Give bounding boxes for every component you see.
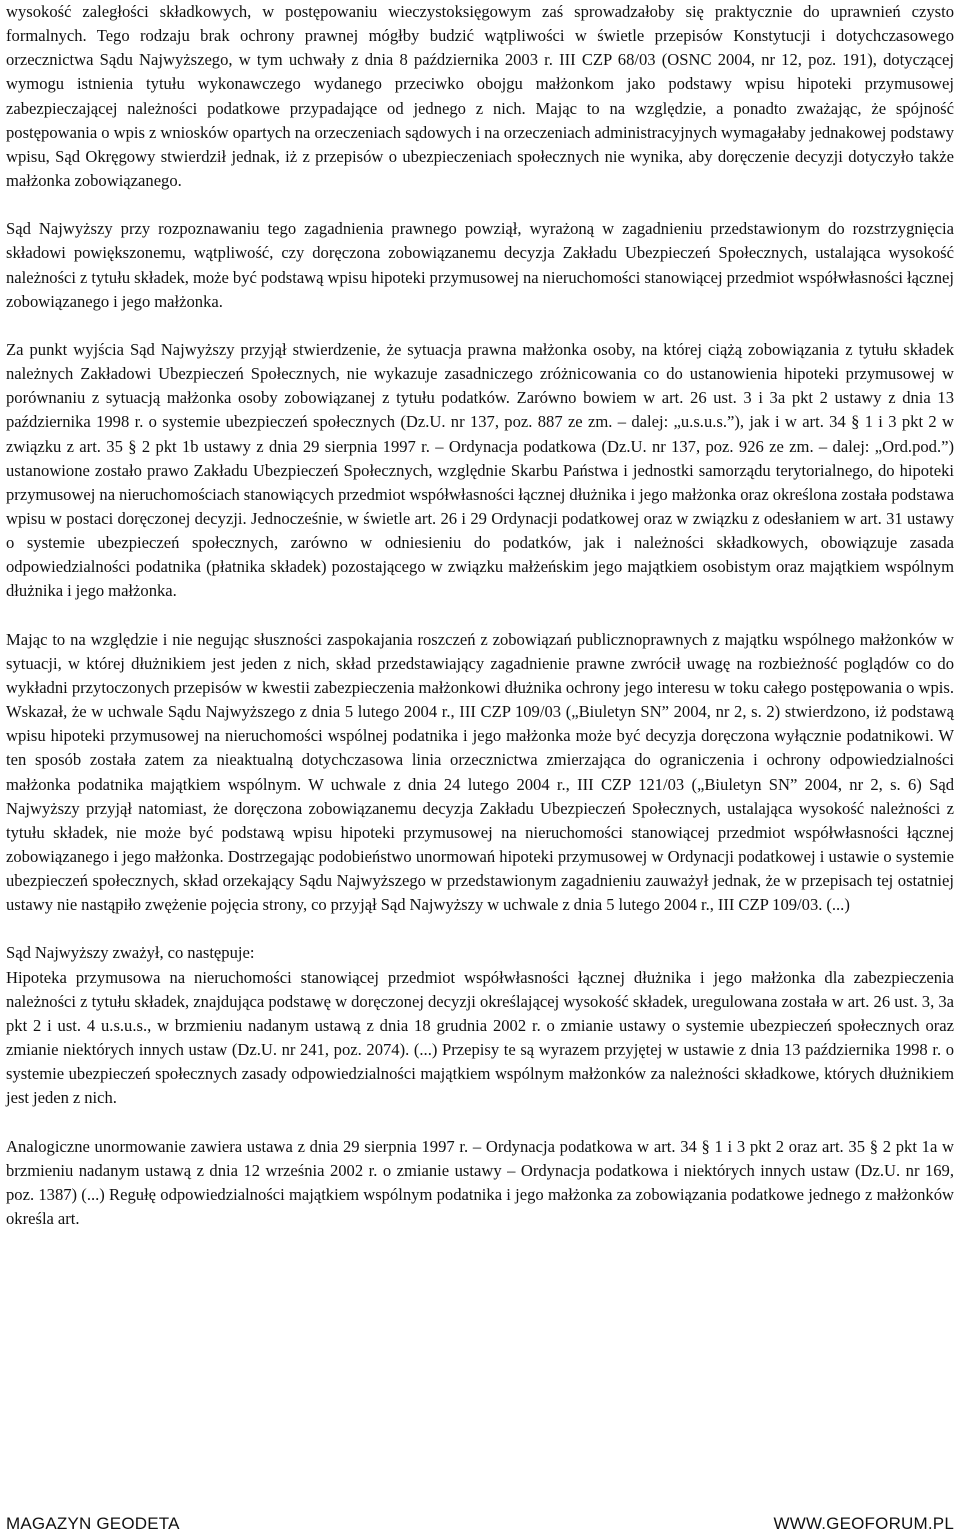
footer-website: WWW.GEOFORUM.PL — [773, 1514, 954, 1533]
paragraph-spacer — [6, 604, 954, 628]
paragraph-1: wysokość zaległości składkowych, w postępowaniu wieczystoksięgowym zaś sprowadzałoby się praktycznie do uprawnień czysto formalnych. Tego rodzaju brak ochrony prawnej mógłby budzić wątpliwości w świetle przepisów Konstytucji i dotychczasowego orzecznictwa Sądu Najwyższego, w tym uchwały z dnia 8 października 2003 r. III CZP 68/03 (OSNC 2004, nr 12, poz. 191), dotyczącej wymogu istnienia tytułu wykonawczego wydanego przeciwko obojgu małżonkom jako podstawy wpisu hipoteki przymusowej zabezpieczającej należności podatkowe przypadające od jednego z nich. Mając to na względzie, a ponadto zważając, że spójność postępowania o wpis z wniosków opartych na orzeczeniach sądowych i na orzeczeniach administracyjnych wymagałaby jednakowej podstawy wpisu, Sąd Okręgowy stwierdził jednak, iż z przepisów o ubezpieczeniach społecznych nie wynika, aby doręczenie decyzji dotyczyło także małżonka zobowiązanego. — [6, 2, 954, 191]
paragraph-5: Hipoteka przymusowa na nieruchomości stanowiącej przedmiot współwłasności łącznej dłużnika i jego małżonka dla zabezpieczenia należności z tytułu składek, znajdująca podstawę w doręczonej decyzji określającej wysokość składek, uregulowana została w art. 26 ust. 3, 3a pkt 2 i ust. 4 u.s.u.s., w brzmieniu nadanym ustawą z dnia 18 grudnia 2002 r. o zmianie ustawy o systemie ubezpieczeń społecznych oraz zmianie niektórych innych ustaw (Dz.U. nr 241, poz. 2074). (...) Przepisy te są wyrazem przyjętej w ustawie z dnia 13 października 1998 r. o systemie ubezpieczeń społecznych zasady odpowiedzialności majątkiem wspólnym małżonków za należności składkowe, których dłużnikiem jest jeden z nich. — [6, 967, 954, 1108]
paragraph-spacer — [6, 193, 954, 217]
paragraph-spacer — [6, 1111, 954, 1135]
paragraph-3: Za punkt wyjścia Sąd Najwyższy przyjął stwierdzenie, że sytuacja prawna małżonka osoby, na której ciążą zobowiązania z tytułu składek należnych Zakładowi Ubezpieczeń Społecznych, nie wykazuje zasadniczego zróżnicowania co do ustanowienia hipoteki przymusowej w porównaniu z sytuacją małżonka osoby zobowiązanej z tytułu podatków. Zarówno bowiem w art. 26 ust. 3 i 3a pkt 2 ustawy z dnia 13 października 1998 r. o systemie ubezpieczeń społecznych (Dz.U. nr 137, poz. 887 ze zm. – dalej: „u.s.u.s.”), jak i w art. 34 § 1 i 3 pkt 2 w związku z art. 35 § 2 pkt 1b ustawy z dnia 29 sierpnia 1997 r. – Ordynacja podatkowa (Dz.U. nr 137, poz. 926 ze zm. – dalej: „Ord.pod.”) ustanowione zostało prawo Zakładu Ubezpieczeń Społecznych, względnie Skarbu Państwa i jednostki samorządu terytorialnego, do hipoteki przymusowej na nieruchomościach stanowiących przedmiot współwłasności łącznej dłużnika i jego małżonka oraz określona została podstawa wpisu w postaci doręczonej decyzji. Jednocześnie, w świetle art. 26 i 29 Ordynacji podatkowej oraz w związku z odesłaniem w art. 31 ustawy o systemie ubezpieczeń społecznych, zarówno w odniesieniu do podatków, jak i należności składkowych, obowiązuje zasada odpowiedzialności podatnika (płatnika składek) pozostającego w związku małżeńskim jego majątkiem osobistym oraz majątkiem wspólnym dłużnika i jego małżonka. — [6, 339, 954, 601]
paragraph-4: Mając to na względzie i nie negując słuszności zaspokajania roszczeń z zobowiązań publicznoprawnych z majątku wspólnego małżonków w sytuacji, w której dłużnikiem jest jeden z nich, skład przedstawiający zagadnienie prawne zwrócił uwagę na rozbieżność poglądów co do wykładni przytoczonych przepisów w kwestii zabezpieczenia małżonkowi dłużnika ochrony jego interesu w toku całego postępowania o wpis. Wskazał, że w uchwale Sądu Najwyższego z dnia 5 lutego 2004 r., III CZP 109/03 („Biuletyn SN” 2004, nr 2, s. 2) stwierdzono, iż podstawą wpisu hipoteki przymusowej na nieruchomości wspólnej podatnika i jego małżonka może być decyzja doręczona wyłącznie podatnikowi. W ten sposób została zatem za nieaktualną dotychczasowa linia orzecznictwa zmierzająca do ograniczenia i ochrony odpowiedzialności małżonka podatnika majątkiem wspólnym. W uchwale z dnia 24 lutego 2004 r., III CZP 121/03 („Biuletyn SN” 2004, nr 2, s. 6) Sąd Najwyższy przyjął natomiast, że doręczona zobowiązanemu decyzja Zakładu Ubezpieczeń Społecznych, ustalająca wysokość należności z tytułu składek, nie może być podstawą wpisu hipoteki przymusowej na nieruchomości stanowiącej przedmiot współwłasności łącznej zobowiązanego i jego małżonka. Dostrzegając podobieństwo unormowań hipoteki przymusowej w Ordynacji podatkowej i ustawie o systemie ubezpieczeń społecznych, skład orzekający Sądu Najwyższego w przedstawionym zagadnieniu zauważył jednak, że w przepisach tej ostatniej ustawy nie nastąpiło zwężenie pojęcia strony, co przyjął Sąd Najwyższy w uchwale z dnia 5 lutego 2004 r., III CZP 109/03. (...) — [6, 629, 954, 915]
paragraph-2: Sąd Najwyższy przy rozpoznawaniu tego zagadnienia prawnego powziął, wyrażoną w zagadnieniu przedstawionym do rozstrzygnięcia składowi powiększonemu, wątpliwość, czy doręczona zobowiązanemu decyzja Zakładu Ubezpieczeń Społecznych, ustalająca wysokość należności z tytułu składek, może być podstawą wpisu hipoteki przymusowej na nieruchomości stanowiącej przedmiot współwłasności łącznej zobowiązanego i jego małżonka. — [6, 219, 954, 311]
footer-magazine-name: MAGAZYN GEODETA — [6, 1514, 180, 1533]
document-body — [6, 0, 954, 1231]
paragraph-6: Analogiczne unormowanie zawiera ustawa z dnia 29 sierpnia 1997 r. – Ordynacja podatkowa w art. 34 § 1 i 3 pkt 2 oraz art. 35 § 2 pkt 1a w brzmieniu nadanym ustawą z dnia 12 września 2002 r. o zmianie ustawy – Ordynacja podatkowa i niektórych innych ustaw (Dz.U. nr 169, poz. 1387) (...) Regułę odpowiedzialności majątkiem wspólnym podatnika i jego małżonka za zobowiązania podatkowe jednego z małżonków określa art. — [6, 1136, 954, 1229]
paragraph-spacer — [6, 917, 954, 941]
section-heading: Sąd Najwyższy zważył, co następuje: — [6, 943, 255, 963]
page-footer — [6, 1514, 954, 1540]
paragraph-spacer — [6, 314, 954, 338]
